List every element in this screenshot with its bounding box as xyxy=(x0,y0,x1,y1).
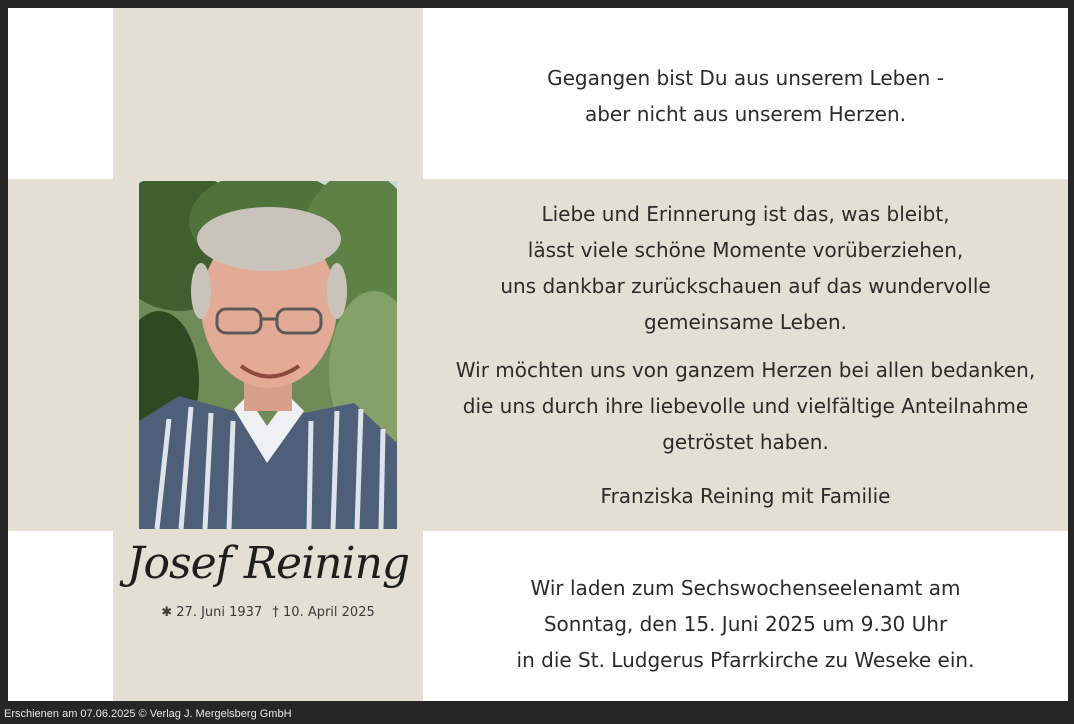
poem-line: gemeinsame Leben. xyxy=(644,310,847,334)
signature xyxy=(423,478,1068,514)
death-date: † 10. April 2025 xyxy=(272,605,375,620)
poem-line: uns dankbar zurückschauen auf das wundervolle xyxy=(500,274,991,298)
thanks-line: die uns durch ihre liebevolle und vielfältige Anteilnahme xyxy=(462,394,1029,418)
invitation-line: Wir laden zum Sechswochenseelenamt am xyxy=(530,576,961,600)
quote-line: Gegangen bist Du aus unserem Leben - xyxy=(547,66,944,90)
birth-date: ✱ 27. Juni 1937 xyxy=(161,605,263,620)
invitation xyxy=(423,570,1068,678)
deceased-name: Josef Reining xyxy=(126,538,410,589)
poem-line: lässt viele schöne Momente vorüberziehen, xyxy=(527,238,964,262)
thanks-text xyxy=(423,352,1068,460)
signature-line: Franziska Reining mit Familie xyxy=(600,484,891,508)
life-dates xyxy=(113,605,423,620)
thanks-line: getröstet haben. xyxy=(662,430,829,454)
portrait-illustration xyxy=(139,181,397,529)
invitation-line: Sonntag, den 15. Juni 2025 um 9.30 Uhr xyxy=(543,612,948,636)
obituary-card xyxy=(8,8,1068,701)
quote xyxy=(423,60,1068,132)
publication-footer: Erschienen am 07.06.2025 © Verlag J. Mergelsberg GmbH xyxy=(4,708,292,720)
poem xyxy=(423,196,1068,340)
thanks-line: Wir möchten uns von ganzem Herzen bei allen bedanken, xyxy=(455,358,1036,382)
poem-line: Liebe und Erinnerung ist das, was bleibt, xyxy=(541,202,950,226)
quote-line: aber nicht aus unserem Herzen. xyxy=(584,102,907,126)
invitation-line: in die St. Ludgerus Pfarrkirche zu Weseke ein. xyxy=(516,648,975,672)
portrait-photo xyxy=(139,181,397,529)
